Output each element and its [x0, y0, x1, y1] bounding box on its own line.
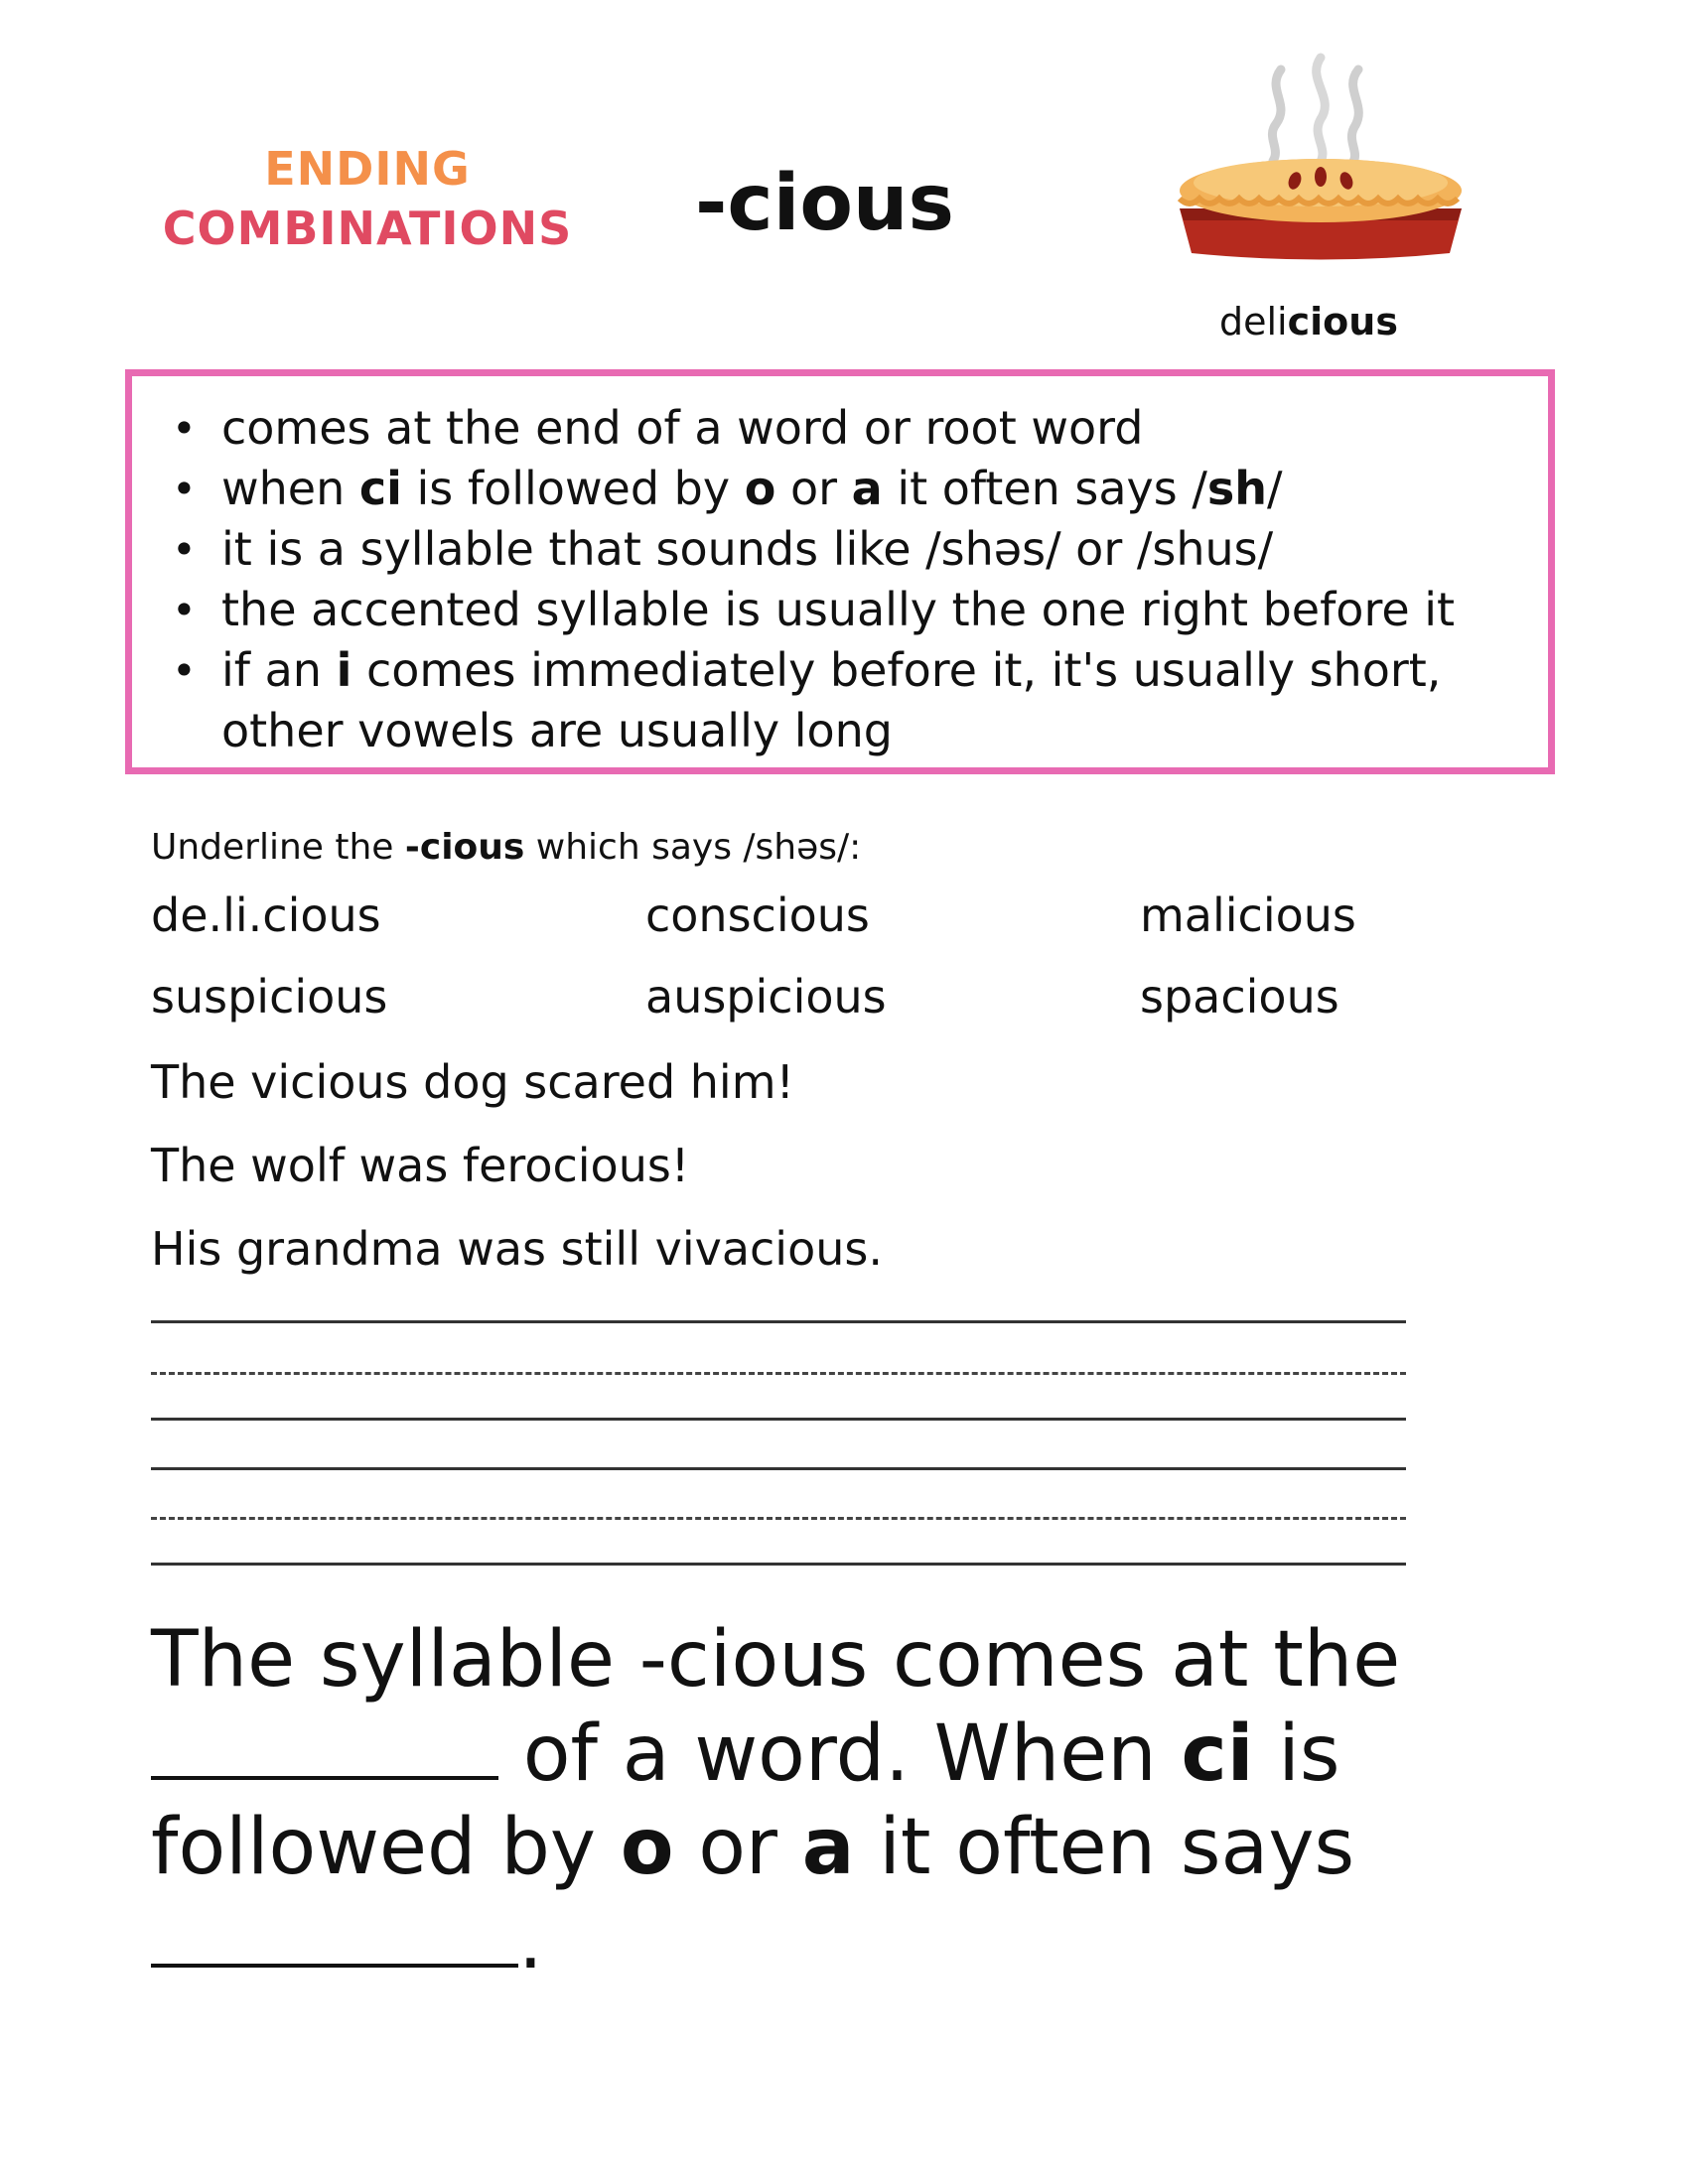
word-item[interactable]: spacious: [1140, 970, 1339, 1024]
sentence-item[interactable]: The wolf was ferocious!: [151, 1139, 690, 1192]
rule-bold-text: sh: [1206, 462, 1268, 515]
summary-bold: o: [620, 1803, 674, 1892]
summary-text: it often says: [854, 1803, 1355, 1892]
rule-item: [172, 459, 1508, 519]
rule-item: [172, 519, 1508, 580]
rule-text: is followed by: [401, 462, 745, 515]
title-line-combinations: COMBINATIONS: [162, 202, 573, 255]
word-item[interactable]: malicious: [1140, 888, 1356, 942]
rule-text: if an: [221, 643, 337, 697]
sentence-item[interactable]: The vicious dog scared him!: [151, 1055, 794, 1109]
summary-bold: a: [801, 1803, 855, 1892]
rule-bold-text: i: [336, 643, 352, 697]
writing-line-top[interactable]: [151, 1320, 1406, 1323]
rule-text: it often says /: [882, 462, 1207, 515]
worksheet-series-title: [149, 139, 586, 258]
instruction-prefix: Underline the: [151, 827, 405, 868]
rule-text: when: [221, 462, 359, 515]
rule-bold-text: a: [851, 462, 883, 515]
summary-text: followed by: [151, 1803, 621, 1892]
rule-text: comes at the end of a word or root word: [221, 401, 1144, 455]
writing-line-baseline[interactable]: [151, 1418, 1406, 1421]
writing-line-midline[interactable]: [151, 1372, 1406, 1375]
rule-text: /: [1267, 462, 1283, 515]
answer-blank[interactable]: [151, 1706, 498, 1780]
summary-line-4: [151, 1894, 1541, 1988]
summary-text: of a word. When: [498, 1709, 1182, 1799]
exercise-instruction: [151, 824, 861, 872]
rule-text: the accented syllable is usually the one right before it: [221, 583, 1456, 636]
word-item[interactable]: auspicious: [645, 970, 887, 1024]
word-item[interactable]: suspicious: [151, 970, 388, 1024]
title-line-ending: ENDING: [264, 142, 471, 196]
writing-line-top[interactable]: [151, 1467, 1406, 1470]
writing-line-midline[interactable]: [151, 1517, 1406, 1520]
caption-bold-ending: cious: [1287, 300, 1398, 343]
instruction-suffix: which says /shəs/:: [524, 827, 862, 868]
rule-text: comes immediately before it, it's usually short, other vowels are usually long: [221, 643, 1442, 757]
rule-bold-text: o: [744, 462, 776, 515]
sentence-item[interactable]: His grandma was still vivacious.: [151, 1222, 883, 1276]
page-title: -cious: [695, 159, 954, 248]
image-caption: [1219, 298, 1398, 345]
rule-text: it is a syllable that sounds like /shəs/ or /shus/: [221, 522, 1274, 576]
rule-item: [172, 640, 1508, 761]
summary-bold: ci: [1181, 1709, 1254, 1799]
instruction-bold: -cious: [404, 827, 525, 868]
caption-prefix: deli: [1219, 300, 1288, 343]
summary-text: is: [1253, 1709, 1340, 1799]
summary-text: .: [518, 1897, 543, 1986]
word-item[interactable]: conscious: [645, 888, 870, 942]
summary-text: or: [673, 1803, 802, 1892]
summary-fill-in: [151, 1613, 1541, 1988]
rule-item: [172, 580, 1508, 640]
word-item[interactable]: de.li.cious: [151, 888, 381, 942]
rule-item: [172, 398, 1508, 459]
rule-text: or: [775, 462, 852, 515]
rules-box: [125, 369, 1555, 774]
summary-line-1: The syllable -cious comes at the: [151, 1615, 1401, 1705]
summary-line-3: [151, 1801, 1541, 1894]
rule-bold-text: ci: [358, 462, 402, 515]
answer-blank[interactable]: [151, 1894, 518, 1968]
summary-line-2: [151, 1706, 1541, 1801]
steaming-pie-icon: [1172, 50, 1470, 268]
rules-list: [172, 398, 1508, 761]
writing-line-baseline[interactable]: [151, 1563, 1406, 1566]
